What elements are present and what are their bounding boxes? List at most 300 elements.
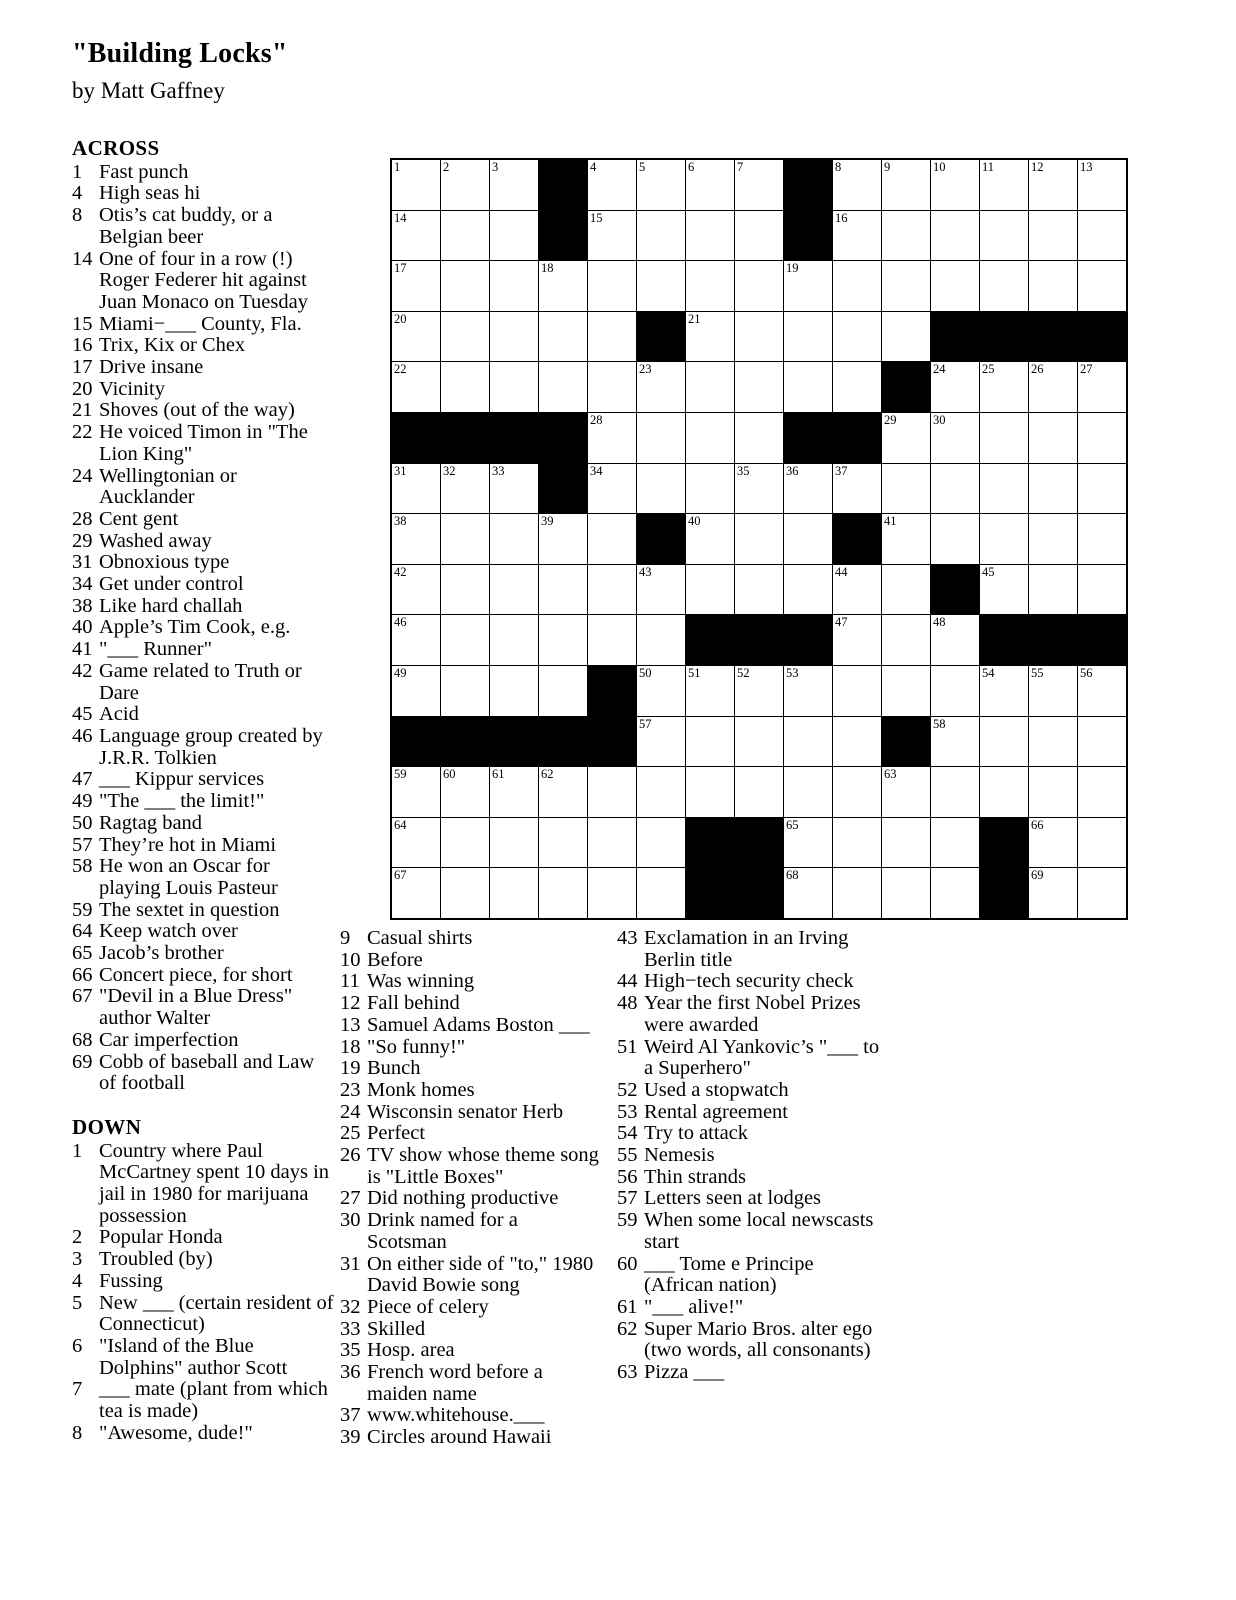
grid-cell[interactable] <box>441 615 490 666</box>
grid-cell[interactable] <box>539 767 588 818</box>
grid-cell[interactable] <box>637 463 686 514</box>
grid-cell[interactable] <box>833 159 882 210</box>
grid-row <box>391 817 1127 868</box>
grid-cell[interactable] <box>539 564 588 615</box>
grid-cell-block <box>735 868 784 919</box>
clue-item[interactable] <box>72 183 334 205</box>
grid-cell[interactable] <box>588 261 637 312</box>
clue-number: 1 <box>72 1139 83 1162</box>
grid-cell[interactable] <box>391 564 441 615</box>
grid-cell[interactable] <box>931 514 980 565</box>
clue-text: Like hard challah <box>99 594 243 617</box>
grid-cell[interactable] <box>441 564 490 615</box>
clue-item[interactable] <box>340 1102 602 1124</box>
clue-item[interactable] <box>617 971 887 993</box>
grid-cell[interactable] <box>833 716 882 767</box>
grid-cell[interactable] <box>1078 210 1128 261</box>
down-clue-list-part1 <box>72 1141 334 1445</box>
grid-cell[interactable] <box>391 311 441 362</box>
grid-cell[interactable] <box>1029 514 1078 565</box>
grid-cell[interactable] <box>735 514 784 565</box>
grid-cell[interactable] <box>833 615 882 666</box>
clue-item[interactable] <box>72 1030 334 1052</box>
clue-item[interactable] <box>617 1210 887 1253</box>
grid-cell[interactable] <box>539 514 588 565</box>
clue-text: Vicinity <box>99 377 165 400</box>
grid-cell[interactable] <box>882 615 931 666</box>
clue-item[interactable] <box>72 379 334 401</box>
grid-cell[interactable] <box>441 665 490 716</box>
grid-cell-number: 63 <box>884 767 897 782</box>
grid-cell[interactable] <box>882 311 931 362</box>
grid-cell[interactable] <box>931 767 980 818</box>
grid-cell[interactable] <box>490 564 539 615</box>
grid-cell[interactable] <box>882 412 931 463</box>
grid-cell[interactable] <box>1029 261 1078 312</box>
grid-cell[interactable] <box>735 767 784 818</box>
grid-cell[interactable] <box>588 767 637 818</box>
grid-cell[interactable] <box>882 767 931 818</box>
clue-item[interactable] <box>72 791 334 813</box>
grid-cell[interactable] <box>931 463 980 514</box>
clue-item[interactable] <box>340 1319 602 1341</box>
clue-item[interactable] <box>617 1254 887 1297</box>
clue-text: Bunch <box>367 1057 421 1080</box>
grid-cell-number: 10 <box>933 160 946 174</box>
grid-cell[interactable] <box>637 868 686 919</box>
clue-item[interactable] <box>72 943 334 965</box>
clue-number: 59 <box>617 1209 638 1232</box>
grid-cell[interactable] <box>588 463 637 514</box>
grid-cell[interactable] <box>735 564 784 615</box>
clue-item[interactable] <box>340 1254 602 1297</box>
grid-cell[interactable] <box>833 362 882 413</box>
grid-cell[interactable] <box>882 665 931 716</box>
grid-cell[interactable] <box>833 463 882 514</box>
grid-cell[interactable] <box>490 159 539 210</box>
clue-text: Troubled (by) <box>99 1248 213 1271</box>
grid-cell[interactable] <box>391 665 441 716</box>
grid-cell[interactable] <box>735 463 784 514</box>
clue-item[interactable] <box>72 856 334 899</box>
crossword-grid[interactable] <box>390 158 1128 920</box>
clue-item[interactable] <box>72 704 334 726</box>
grid-cell[interactable] <box>1078 767 1128 818</box>
grid-cell[interactable] <box>686 463 735 514</box>
clue-item[interactable] <box>72 769 334 791</box>
grid-cell[interactable] <box>1078 817 1128 868</box>
grid-cell-block <box>735 615 784 666</box>
clue-item[interactable] <box>340 971 602 993</box>
grid-cell[interactable] <box>588 159 637 210</box>
grid-cell[interactable] <box>735 362 784 413</box>
clue-item[interactable] <box>72 1271 334 1293</box>
grid-cell[interactable] <box>1029 767 1078 818</box>
grid-cell[interactable] <box>784 261 833 312</box>
clue-item[interactable] <box>72 900 334 922</box>
grid-cell[interactable] <box>637 767 686 818</box>
grid-cell[interactable] <box>637 159 686 210</box>
grid-cell[interactable] <box>1029 817 1078 868</box>
down-clue-list-part3 <box>617 928 887 1384</box>
grid-cell[interactable] <box>686 159 735 210</box>
grid-cell[interactable] <box>490 261 539 312</box>
grid-cell[interactable] <box>391 210 441 261</box>
grid-cell[interactable] <box>441 868 490 919</box>
clue-item[interactable] <box>72 162 334 184</box>
grid-cell[interactable] <box>931 716 980 767</box>
grid-cell[interactable] <box>980 716 1029 767</box>
grid-cell[interactable] <box>1078 716 1128 767</box>
grid-cell[interactable] <box>1078 514 1128 565</box>
grid-cell[interactable] <box>931 261 980 312</box>
grid-cell[interactable] <box>735 210 784 261</box>
clue-text: "So funny!" <box>367 1035 466 1058</box>
clue-item[interactable] <box>72 552 334 574</box>
grid-cell[interactable] <box>980 767 1029 818</box>
grid-cell[interactable] <box>980 514 1029 565</box>
grid-cell[interactable] <box>686 564 735 615</box>
clue-item[interactable] <box>72 1249 334 1271</box>
grid-cell[interactable] <box>637 564 686 615</box>
grid-cell[interactable] <box>833 564 882 615</box>
grid-cell[interactable] <box>588 868 637 919</box>
grid-cell[interactable] <box>980 210 1029 261</box>
grid-cell[interactable] <box>441 159 490 210</box>
clue-item[interactable] <box>72 422 334 465</box>
grid-cell[interactable] <box>588 514 637 565</box>
grid-cell[interactable] <box>391 514 441 565</box>
grid-cell[interactable] <box>882 463 931 514</box>
clue-item[interactable] <box>340 1123 602 1145</box>
grid-cell[interactable] <box>882 159 931 210</box>
grid-cell[interactable] <box>637 210 686 261</box>
clue-number: 67 <box>72 985 93 1008</box>
grid-cell[interactable] <box>1078 665 1128 716</box>
grid-cell[interactable] <box>441 463 490 514</box>
clue-item[interactable] <box>72 1379 334 1422</box>
clue-item[interactable] <box>72 1293 334 1336</box>
grid-cell-number: 17 <box>394 261 407 276</box>
clue-number: 38 <box>72 594 93 617</box>
grid-cell[interactable] <box>490 514 539 565</box>
grid-cell[interactable] <box>1029 665 1078 716</box>
grid-cell[interactable] <box>980 159 1029 210</box>
grid-cell[interactable] <box>784 868 833 919</box>
grid-cell[interactable] <box>539 362 588 413</box>
grid-cell[interactable] <box>833 311 882 362</box>
grid-cell-block <box>637 311 686 362</box>
clue-item[interactable] <box>617 1167 887 1189</box>
grid-cell[interactable] <box>490 362 539 413</box>
grid-cell[interactable] <box>490 817 539 868</box>
grid-cell[interactable] <box>637 716 686 767</box>
grid-cell-number: 7 <box>737 160 744 174</box>
clue-item[interactable] <box>72 986 334 1029</box>
clue-item[interactable] <box>340 1188 602 1210</box>
grid-cell[interactable] <box>931 210 980 261</box>
grid-cell[interactable] <box>931 159 980 210</box>
grid-cell[interactable] <box>686 767 735 818</box>
clue-item[interactable] <box>340 993 602 1015</box>
clue-item[interactable] <box>340 1058 602 1080</box>
grid-cell[interactable] <box>490 463 539 514</box>
clue-item[interactable] <box>340 1427 602 1449</box>
grid-cell[interactable] <box>833 665 882 716</box>
grid-cell-block <box>441 716 490 767</box>
clue-item[interactable] <box>617 1145 887 1167</box>
clue-number: 60 <box>617 1252 638 1275</box>
clue-item[interactable] <box>72 1336 334 1379</box>
grid-cell[interactable] <box>1029 210 1078 261</box>
grid-cell[interactable] <box>1078 564 1128 615</box>
clue-item[interactable] <box>617 1362 887 1384</box>
clue-item[interactable] <box>617 1188 887 1210</box>
grid-cell-block <box>784 412 833 463</box>
grid-cell[interactable] <box>980 362 1029 413</box>
grid-cell[interactable] <box>441 210 490 261</box>
grid-cell-number: 51 <box>688 665 701 680</box>
grid-cell[interactable] <box>980 463 1029 514</box>
grid-cell[interactable] <box>1029 159 1078 210</box>
grid-cell[interactable] <box>391 261 441 312</box>
grid-cell[interactable] <box>686 716 735 767</box>
grid-cell[interactable] <box>637 817 686 868</box>
clue-item[interactable] <box>340 950 602 972</box>
grid-cell[interactable] <box>1078 463 1128 514</box>
grid-cell[interactable] <box>539 817 588 868</box>
grid-cell[interactable] <box>637 261 686 312</box>
grid-cell[interactable] <box>833 767 882 818</box>
clue-item[interactable] <box>72 400 334 422</box>
grid-cell[interactable] <box>882 564 931 615</box>
grid-cell[interactable] <box>784 362 833 413</box>
grid-cell[interactable] <box>490 868 539 919</box>
clue-item[interactable] <box>617 1123 887 1145</box>
clue-item[interactable] <box>340 1340 602 1362</box>
clue-item[interactable] <box>340 1037 602 1059</box>
grid-cell[interactable] <box>1078 412 1128 463</box>
clue-item[interactable] <box>340 1210 602 1253</box>
clue-item[interactable] <box>72 639 334 661</box>
clue-text: Otis’s cat buddy, or a Belgian beer <box>99 204 273 248</box>
grid-cell[interactable] <box>833 261 882 312</box>
clue-item[interactable] <box>72 466 334 509</box>
grid-cell[interactable] <box>490 210 539 261</box>
grid-cell[interactable] <box>539 311 588 362</box>
grid-cell[interactable] <box>490 615 539 666</box>
clue-number: 11 <box>340 970 360 993</box>
grid-cell[interactable] <box>539 261 588 312</box>
grid-cell[interactable] <box>686 665 735 716</box>
clue-item[interactable] <box>72 574 334 596</box>
grid-cell[interactable] <box>490 767 539 818</box>
grid-cell[interactable] <box>637 362 686 413</box>
clue-item[interactable] <box>72 726 334 769</box>
clue-number: 19 <box>340 1057 361 1080</box>
grid-cell[interactable] <box>1078 868 1128 919</box>
grid-cell[interactable] <box>441 817 490 868</box>
grid-cell[interactable] <box>882 817 931 868</box>
clue-item[interactable] <box>617 993 887 1036</box>
grid-cell[interactable] <box>784 514 833 565</box>
grid-cell[interactable] <box>1029 412 1078 463</box>
grid-cell[interactable] <box>1078 261 1128 312</box>
grid-cell[interactable] <box>686 210 735 261</box>
grid-cell[interactable] <box>686 514 735 565</box>
grid-cell[interactable] <box>441 362 490 413</box>
grid-cell[interactable] <box>833 817 882 868</box>
grid-cell[interactable] <box>784 817 833 868</box>
grid-cell-number: 45 <box>982 564 995 579</box>
grid-cell[interactable] <box>735 311 784 362</box>
grid-cell[interactable] <box>833 868 882 919</box>
clue-item[interactable] <box>72 357 334 379</box>
clue-text: "The ___ the limit!" <box>99 790 265 813</box>
grid-cell[interactable] <box>588 412 637 463</box>
grid-cell[interactable] <box>931 868 980 919</box>
grid-cell[interactable] <box>882 210 931 261</box>
grid-cell[interactable] <box>784 463 833 514</box>
clue-item[interactable] <box>72 596 334 618</box>
grid-cell[interactable] <box>735 159 784 210</box>
grid-cell[interactable] <box>686 412 735 463</box>
clue-text: Year the first Nobel Prizes were awarded <box>644 992 861 1036</box>
clue-number: 29 <box>72 529 93 552</box>
grid-cell[interactable] <box>539 868 588 919</box>
clue-item[interactable] <box>72 813 334 835</box>
clue-item[interactable] <box>617 1319 887 1362</box>
grid-cell[interactable] <box>391 817 441 868</box>
grid-cell[interactable] <box>784 665 833 716</box>
clue-item[interactable] <box>72 531 334 553</box>
grid-cell[interactable] <box>980 665 1029 716</box>
grid-cell[interactable] <box>931 412 980 463</box>
clue-item[interactable] <box>617 1037 887 1080</box>
grid-cell[interactable] <box>686 311 735 362</box>
grid-cell[interactable] <box>441 311 490 362</box>
clue-item[interactable] <box>340 1297 602 1319</box>
clue-text: Perfect <box>367 1122 426 1145</box>
grid-cell[interactable] <box>931 615 980 666</box>
grid-cell[interactable] <box>391 868 441 919</box>
grid-cell[interactable] <box>539 615 588 666</box>
grid-cell[interactable] <box>441 261 490 312</box>
grid-cell[interactable] <box>588 564 637 615</box>
grid-cell[interactable] <box>833 210 882 261</box>
grid-cell-number: 36 <box>786 463 799 478</box>
grid-cell[interactable] <box>490 311 539 362</box>
grid-cell[interactable] <box>931 817 980 868</box>
grid-cell[interactable] <box>735 665 784 716</box>
grid-cell[interactable] <box>1029 716 1078 767</box>
grid-cell-number: 24 <box>933 362 946 377</box>
clue-item[interactable] <box>72 661 334 704</box>
grid-cell[interactable] <box>784 716 833 767</box>
grid-cell[interactable] <box>980 412 1029 463</box>
clue-item[interactable] <box>617 928 887 971</box>
grid-cell[interactable] <box>1078 159 1128 210</box>
grid-cell[interactable] <box>686 261 735 312</box>
grid-cell[interactable] <box>1029 463 1078 514</box>
clue-item[interactable] <box>72 314 334 336</box>
grid-cell[interactable] <box>882 261 931 312</box>
clue-item[interactable] <box>72 1423 334 1445</box>
clue-item[interactable] <box>72 835 334 857</box>
clue-item[interactable] <box>617 1080 887 1102</box>
grid-cell[interactable] <box>391 463 441 514</box>
grid-cell[interactable] <box>441 767 490 818</box>
grid-cell[interactable] <box>637 615 686 666</box>
grid-cell[interactable] <box>391 615 441 666</box>
grid-cell[interactable] <box>735 412 784 463</box>
clue-item[interactable] <box>340 1405 602 1427</box>
grid-cell[interactable] <box>539 665 588 716</box>
clue-number: 57 <box>72 833 93 856</box>
clue-item[interactable] <box>72 205 334 248</box>
grid-cell[interactable] <box>588 362 637 413</box>
clue-item[interactable] <box>340 1145 602 1188</box>
clue-item[interactable] <box>72 617 334 639</box>
clue-item[interactable] <box>617 1297 887 1319</box>
grid-cell[interactable] <box>882 514 931 565</box>
grid-cell[interactable] <box>686 362 735 413</box>
grid-cell[interactable] <box>735 716 784 767</box>
grid-cell[interactable] <box>980 261 1029 312</box>
grid-cell[interactable] <box>1029 564 1078 615</box>
grid-cell-number: 60 <box>443 767 456 782</box>
grid-cell[interactable] <box>980 564 1029 615</box>
grid-cell[interactable] <box>391 362 441 413</box>
grid-cell[interactable] <box>784 311 833 362</box>
grid-cell[interactable] <box>588 210 637 261</box>
clue-item[interactable] <box>72 1052 334 1095</box>
clue-item[interactable] <box>72 249 334 314</box>
clue-item[interactable] <box>340 1015 602 1037</box>
grid-cell[interactable] <box>931 362 980 413</box>
clue-item[interactable] <box>617 1102 887 1124</box>
grid-cell[interactable] <box>784 564 833 615</box>
grid-cell[interactable] <box>588 615 637 666</box>
grid-cell[interactable] <box>441 514 490 565</box>
clue-item[interactable] <box>72 965 334 987</box>
clue-item[interactable] <box>72 509 334 531</box>
grid-cell-block <box>1078 615 1128 666</box>
clue-text: Drink named for a Scotsman <box>367 1209 518 1253</box>
clue-item[interactable] <box>340 928 602 950</box>
grid-cell[interactable] <box>1029 362 1078 413</box>
clue-item[interactable] <box>72 1141 334 1228</box>
clue-item[interactable] <box>72 1227 334 1249</box>
grid-cell[interactable] <box>637 665 686 716</box>
clue-item[interactable] <box>72 335 334 357</box>
grid-cell[interactable] <box>490 665 539 716</box>
clue-item[interactable] <box>72 921 334 943</box>
grid-cell[interactable] <box>1029 868 1078 919</box>
grid-cell[interactable] <box>931 665 980 716</box>
clue-item[interactable] <box>340 1362 602 1405</box>
grid-cell[interactable] <box>637 412 686 463</box>
grid-cell[interactable] <box>784 767 833 818</box>
grid-cell[interactable] <box>391 767 441 818</box>
grid-cell[interactable] <box>588 311 637 362</box>
grid-cell[interactable] <box>1078 362 1128 413</box>
grid-cell[interactable] <box>735 261 784 312</box>
clue-item[interactable] <box>340 1080 602 1102</box>
grid-cell[interactable] <box>588 817 637 868</box>
grid-cell[interactable] <box>882 868 931 919</box>
grid-cell[interactable] <box>391 159 441 210</box>
